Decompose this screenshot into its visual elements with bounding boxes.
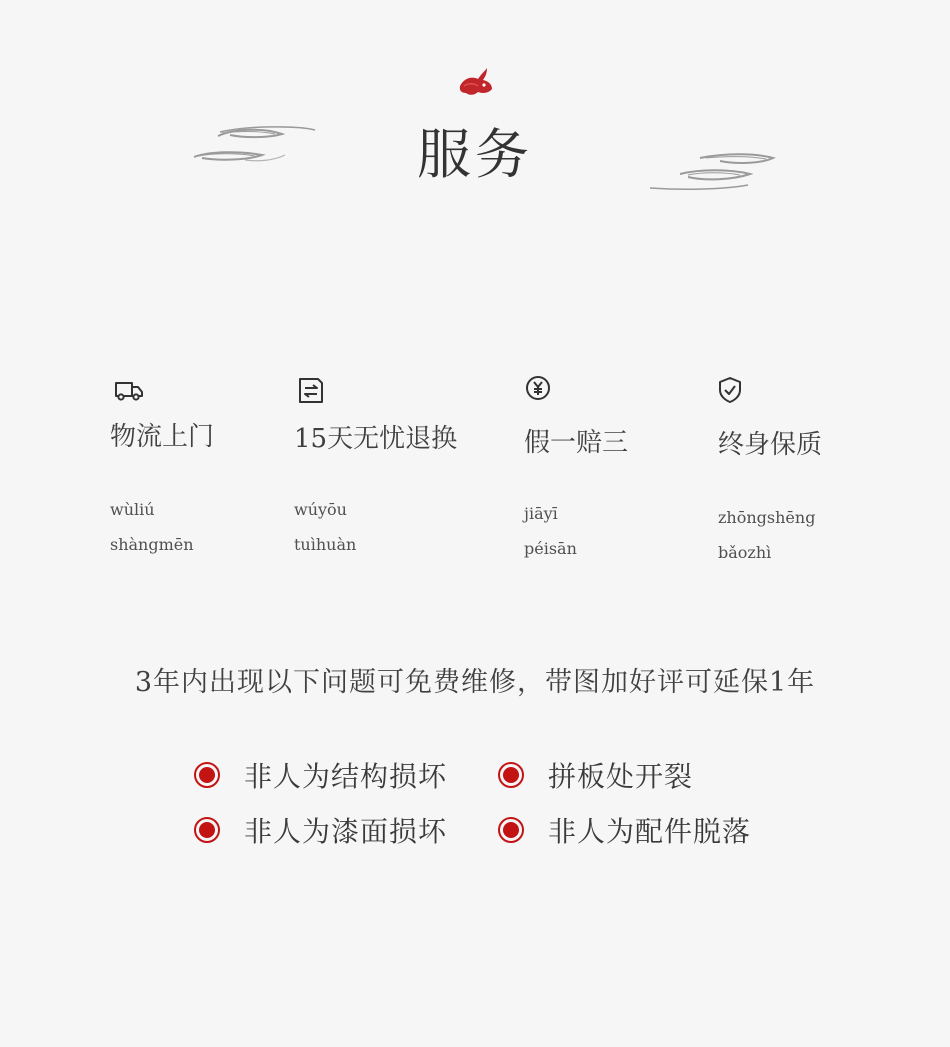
coverage-label: 拼板处开裂: [548, 760, 694, 793]
red-dot-icon: [194, 817, 220, 843]
red-dot-icon: [498, 762, 524, 788]
coverage-item: [498, 755, 693, 795]
coverage-item: [194, 755, 447, 795]
coverage-label: 非人为漆面损坏: [244, 815, 448, 848]
feature-authentic: [524, 374, 628, 566]
coverage-label: 非人为配件脱落: [548, 815, 752, 848]
feature-title: 15天无忧退换: [294, 424, 458, 454]
coverage-item: [498, 810, 751, 850]
feature-title: 终身保质: [718, 430, 823, 460]
feature-pinyin: wùliú: [110, 500, 155, 519]
red-goldfish-icon: [456, 64, 494, 98]
feature-logistics: [110, 376, 214, 562]
feature-pinyin: jiāyī: [524, 504, 558, 523]
red-dot-icon: [194, 762, 220, 788]
warranty-statement: 3年内出现以下问题可免费维修，带图加好评可延保1年: [134, 667, 816, 698]
page-title: 服务: [417, 123, 533, 186]
coverage-label: 非人为结构损坏: [244, 760, 448, 793]
feature-return: [294, 376, 457, 562]
coverage-item: [194, 810, 447, 850]
feature-pinyin: zhōngshēng: [718, 508, 816, 527]
truck-icon: [114, 376, 144, 406]
feature-pinyin: bǎozhì: [718, 543, 772, 562]
feature-pinyin: wúyōu: [294, 500, 347, 519]
feature-lifetime: [718, 376, 822, 570]
yuan-coin-icon: [524, 374, 554, 404]
feature-pinyin: shàngmēn: [110, 535, 194, 554]
red-dot-icon: [498, 817, 524, 843]
feature-title: 物流上门: [110, 422, 215, 452]
feature-pinyin: péisān: [524, 539, 577, 558]
shield-check-icon: [718, 376, 748, 406]
exchange-receipt-icon: [296, 376, 326, 406]
feature-pinyin: tuìhuàn: [294, 535, 357, 554]
feature-title: 假一赔三: [524, 428, 629, 458]
